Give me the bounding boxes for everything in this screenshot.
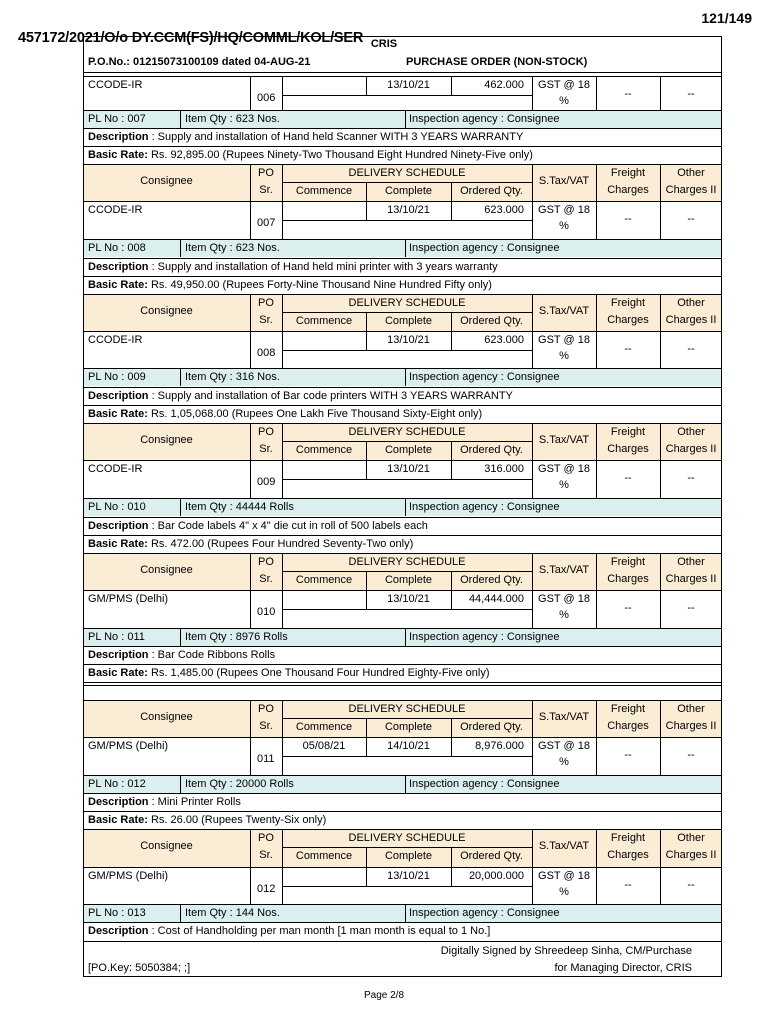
po-sr-number: 010 [257, 606, 276, 618]
row-divider [83, 331, 722, 332]
basic-rate-value: Rs. 92,895.00 (Rupees Ninety-Two Thousand Eight Hundred Ninety-Five only) [147, 149, 533, 161]
pl-number: PL No : 013 [88, 907, 146, 919]
freight-header: Freight [610, 556, 646, 568]
ordered-qty-header: Ordered Qty. [460, 574, 523, 586]
complete-header: Complete [384, 850, 433, 862]
consignee-header: Consignee [140, 175, 193, 187]
header-divider [282, 571, 532, 572]
item-description-label: Description [88, 796, 149, 808]
column-divider [405, 498, 406, 516]
column-divider [405, 110, 406, 128]
pl-number: PL No : 012 [88, 778, 146, 790]
freight-charges: -- [624, 749, 632, 761]
freight-header: Freight [610, 167, 646, 179]
item-qty: Item Qty : 20000 Rolls [185, 778, 294, 790]
po-sr-header: PO [258, 556, 274, 568]
item-description-label: Description [88, 390, 149, 402]
consignee-name: CCODE-IR [88, 79, 143, 91]
other-header: Other [677, 167, 705, 179]
stax-header: S.Tax/VAT [538, 305, 590, 317]
inspection-agency: Inspection agency : Consignee [409, 907, 560, 919]
column-divider [180, 239, 181, 257]
commence-header: Commence [295, 574, 353, 586]
item-description-label: Description [88, 520, 149, 532]
page-footer: Page 2/8 [363, 990, 405, 1001]
delivery-schedule-header: DELIVERY SCHEDULE [348, 556, 466, 568]
consignee-header: Consignee [140, 564, 193, 576]
other-charges: -- [687, 749, 695, 761]
po-sr-number: 006 [257, 92, 276, 104]
column-divider [405, 628, 406, 646]
basic-rate [88, 538, 413, 551]
header-divider [282, 718, 532, 719]
row-divider [83, 201, 722, 202]
freight-charges: -- [624, 343, 632, 355]
date-row-divider [282, 95, 532, 96]
basic-rate [88, 408, 482, 421]
consignee-name: CCODE-IR [88, 463, 143, 475]
row-divider [83, 276, 722, 277]
basic-rate [88, 149, 533, 162]
inspection-agency: Inspection agency : Consignee [409, 631, 560, 643]
row-divider [83, 258, 722, 259]
pl-number: PL No : 010 [88, 501, 146, 513]
freight-charges: -- [624, 472, 632, 484]
item-qty: Item Qty : 623 Nos. [185, 242, 280, 254]
basic-rate-label: Basic Rate: [88, 814, 148, 826]
complete-date: 13/10/21 [387, 870, 430, 882]
tax-percent: % [559, 609, 569, 621]
item-description-value: : Bar Code Ribbons Rolls [148, 649, 276, 661]
other-charges: -- [687, 213, 695, 225]
inspection-agency: Inspection agency : Consignee [409, 113, 560, 125]
po-sr-number: 009 [257, 476, 276, 488]
item-qty: Item Qty : 316 Nos. [185, 371, 280, 383]
po-title: PURCHASE ORDER (NON-STOCK) [406, 56, 588, 68]
ordered-qty: 20,000.000 [468, 870, 524, 882]
freight-header: Freight [610, 426, 646, 438]
consignee-name: GM/PMS (Delhi) [88, 593, 169, 605]
tax-rate: GST @ 18 [538, 593, 590, 605]
column-divider [282, 76, 283, 110]
other-header-line2: Charges II [665, 184, 717, 196]
stax-header: S.Tax/VAT [538, 175, 590, 187]
item-description-value: : Mini Printer Rolls [148, 796, 241, 808]
freight-charges: -- [624, 879, 632, 891]
row-divider [83, 128, 722, 129]
freight-header-line2: Charges [607, 314, 649, 326]
date-row-divider [282, 886, 532, 887]
commence-date: 05/08/21 [302, 740, 346, 752]
row-divider [83, 387, 722, 388]
complete-date: 13/10/21 [387, 593, 430, 605]
ordered-qty: 623.000 [484, 204, 524, 216]
freight-header: Freight [610, 832, 646, 844]
page-counter: 121/149 [701, 10, 752, 26]
tax-rate: GST @ 18 [538, 870, 590, 882]
inspection-agency: Inspection agency : Consignee [409, 778, 560, 790]
po-key: [PO.Key: 5050384; ;] [88, 962, 191, 974]
other-header-line2: Charges II [665, 720, 717, 732]
freight-header-line2: Charges [607, 184, 649, 196]
commence-header: Commence [295, 444, 353, 456]
tax-rate: GST @ 18 [538, 204, 590, 216]
date-row-divider [282, 220, 532, 221]
other-header-line2: Charges II [665, 849, 717, 861]
ordered-qty: 462.000 [484, 79, 524, 91]
po-sr-header: PO [258, 832, 274, 844]
other-charges: -- [687, 879, 695, 891]
column-divider [250, 331, 251, 368]
row-divider [83, 646, 722, 647]
po-sr-number: 012 [257, 883, 276, 895]
other-charges: -- [687, 88, 695, 100]
tax-rate: GST @ 18 [538, 463, 590, 475]
po-sr-number: 007 [257, 217, 276, 229]
basic-rate-label: Basic Rate: [88, 667, 148, 679]
header-divider [282, 847, 532, 848]
stax-header: S.Tax/VAT [538, 434, 590, 446]
commence-header: Commence [295, 850, 353, 862]
basic-rate-value: Rs. 472.00 (Rupees Four Hundred Seventy-Two only) [147, 538, 414, 550]
po-sr-number: 011 [257, 753, 275, 765]
complete-header: Complete [384, 574, 433, 586]
header-divider [282, 182, 532, 183]
basic-rate-label: Basic Rate: [88, 408, 148, 420]
complete-date: 13/10/21 [387, 463, 430, 475]
row-divider [83, 72, 722, 73]
row-divider [83, 664, 722, 665]
tax-percent: % [559, 350, 569, 362]
row-divider [83, 922, 722, 923]
column-divider [250, 590, 251, 628]
tax-percent: % [559, 479, 569, 491]
row-divider [83, 811, 722, 812]
item-description [88, 520, 428, 533]
basic-rate [88, 279, 492, 292]
row-divider [83, 76, 722, 77]
consignee-header: Consignee [140, 711, 193, 723]
complete-header: Complete [384, 444, 433, 456]
other-header-line2: Charges II [665, 314, 717, 326]
basic-rate-value: Rs. 26.00 (Rupees Twenty-Six only) [147, 814, 327, 826]
commence-header: Commence [295, 315, 353, 327]
complete-date: 14/10/21 [387, 740, 430, 752]
item-description [88, 390, 513, 403]
other-header-line2: Charges II [665, 443, 717, 455]
column-divider [405, 904, 406, 922]
document-reference: 457172/2021/O/o DY.CCM(FS)/HQ/COMML/KOL/SER [18, 30, 364, 46]
ordered-qty: 623.000 [484, 334, 524, 346]
complete-header: Complete [384, 185, 433, 197]
item-description [88, 796, 241, 809]
column-divider [180, 498, 181, 516]
pl-number: PL No : 008 [88, 242, 146, 254]
other-header-line2: Charges II [665, 573, 717, 585]
po-sr-header: PO [258, 703, 274, 715]
po-sr-header: PO [258, 426, 274, 438]
consignee-header: Consignee [140, 305, 193, 317]
date-row-divider [282, 609, 532, 610]
freight-header-line2: Charges [607, 849, 649, 861]
po-sr-header-line2: Sr. [259, 314, 273, 326]
header-divider [282, 312, 532, 313]
basic-rate-value: Rs. 1,05,068.00 (Rupees One Lakh Five Thousand Sixty-Eight only) [147, 408, 483, 420]
stax-header: S.Tax/VAT [538, 711, 590, 723]
inspection-agency: Inspection agency : Consignee [409, 501, 560, 513]
row-divider [83, 737, 722, 738]
complete-date: 13/10/21 [387, 79, 430, 91]
ordered-qty-header: Ordered Qty. [460, 315, 523, 327]
row-divider [83, 941, 722, 942]
item-description-label: Description [88, 261, 149, 273]
po-sr-header: PO [258, 297, 274, 309]
ordered-qty-header: Ordered Qty. [460, 185, 523, 197]
complete-date: 13/10/21 [387, 204, 430, 216]
pl-number: PL No : 007 [88, 113, 146, 125]
complete-header: Complete [384, 315, 433, 327]
other-header: Other [677, 426, 705, 438]
column-divider [405, 239, 406, 257]
complete-header: Complete [384, 721, 433, 733]
delivery-schedule-header: DELIVERY SCHEDULE [348, 167, 466, 179]
item-qty: Item Qty : 44444 Rolls [185, 501, 294, 513]
consignee-header: Consignee [140, 840, 193, 852]
item-qty: Item Qty : 8976 Rolls [185, 631, 288, 643]
tax-rate: GST @ 18 [538, 334, 590, 346]
basic-rate-label: Basic Rate: [88, 538, 148, 550]
delivery-schedule-header: DELIVERY SCHEDULE [348, 703, 466, 715]
consignee-name: GM/PMS (Delhi) [88, 870, 169, 882]
tax-rate: GST @ 18 [538, 740, 590, 752]
other-header: Other [677, 297, 705, 309]
consignee-name: CCODE-IR [88, 204, 143, 216]
signatory-title: for Managing Director, CRIS [554, 962, 692, 974]
item-description-value: : Cost of Handholding per man month [1 man month is equal to 1 No.] [148, 925, 491, 937]
item-description-label: Description [88, 131, 149, 143]
date-row-divider [282, 756, 532, 757]
ordered-qty-header: Ordered Qty. [460, 850, 523, 862]
basic-rate [88, 667, 490, 680]
ordered-qty: 316.000 [484, 463, 524, 475]
freight-charges: -- [624, 88, 632, 100]
row-divider [83, 590, 722, 591]
column-divider [180, 110, 181, 128]
row-divider [83, 535, 722, 536]
column-divider [250, 867, 251, 904]
item-description-value: : Supply and installation of Hand held Scanner WITH 3 YEARS WARRANTY [148, 131, 524, 143]
ordered-qty: 8,976.000 [475, 740, 524, 752]
freight-charges: -- [624, 602, 632, 614]
other-charges: -- [687, 472, 695, 484]
inspection-agency: Inspection agency : Consignee [409, 242, 560, 254]
tax-percent: % [559, 886, 569, 898]
date-row-divider [282, 350, 532, 351]
po-sr-header-line2: Sr. [259, 443, 273, 455]
freight-header-line2: Charges [607, 720, 649, 732]
freight-header: Freight [610, 297, 646, 309]
header-divider [282, 441, 532, 442]
basic-rate-label: Basic Rate: [88, 279, 148, 291]
row-divider [83, 517, 722, 518]
po-number: P.O.No.: 01215073100109 dated 04-AUG-21 [88, 56, 311, 68]
po-sr-header-line2: Sr. [259, 720, 273, 732]
po-sr-header-line2: Sr. [259, 184, 273, 196]
item-description-value: : Bar Code labels 4" x 4" die cut in roll of 500 labels each [148, 520, 428, 532]
date-row-divider [282, 479, 532, 480]
item-description [88, 649, 275, 662]
row-divider [83, 460, 722, 461]
item-qty: Item Qty : 144 Nos. [185, 907, 280, 919]
column-divider [250, 460, 251, 498]
other-header: Other [677, 556, 705, 568]
row-divider [83, 793, 722, 794]
item-qty: Item Qty : 623 Nos. [185, 113, 280, 125]
other-charges: -- [687, 343, 695, 355]
stax-header: S.Tax/VAT [538, 840, 590, 852]
tax-rate: GST @ 18 [538, 79, 590, 91]
row-divider [83, 867, 722, 868]
item-description-value: : Supply and installation of Bar code printers WITH 3 YEARS WARRANTY [148, 390, 513, 402]
commence-header: Commence [295, 185, 353, 197]
other-charges: -- [687, 602, 695, 614]
freight-charges: -- [624, 213, 632, 225]
other-header: Other [677, 703, 705, 715]
delivery-schedule-header: DELIVERY SCHEDULE [348, 426, 466, 438]
item-description [88, 925, 490, 938]
org-name: CRIS [370, 38, 398, 50]
inspection-agency: Inspection agency : Consignee [409, 371, 560, 383]
consignee-name: CCODE-IR [88, 334, 143, 346]
column-divider [405, 775, 406, 793]
pl-number: PL No : 011 [88, 631, 145, 643]
column-divider [180, 368, 181, 386]
column-divider [180, 628, 181, 646]
digital-signature-line: Digitally Signed by Shreedeep Sinha, CM/Purchase [440, 945, 692, 957]
commence-header: Commence [295, 721, 353, 733]
delivery-schedule-header: DELIVERY SCHEDULE [348, 832, 466, 844]
basic-rate-value: Rs. 49,950.00 (Rupees Forty-Nine Thousand Nine Hundred Fifty only) [147, 279, 492, 291]
pl-number: PL No : 009 [88, 371, 146, 383]
item-description-label: Description [88, 649, 149, 661]
item-description-value: : Supply and installation of Hand held mini printer with 3 years warranty [148, 261, 498, 273]
freight-header-line2: Charges [607, 443, 649, 455]
column-divider [250, 737, 251, 775]
basic-rate-label: Basic Rate: [88, 149, 148, 161]
complete-date: 13/10/21 [387, 334, 430, 346]
tax-percent: % [559, 756, 569, 768]
item-description [88, 131, 523, 144]
ordered-qty-header: Ordered Qty. [460, 444, 523, 456]
column-divider [180, 775, 181, 793]
basic-rate [88, 814, 326, 827]
column-divider [180, 904, 181, 922]
stax-header: S.Tax/VAT [538, 564, 590, 576]
freight-header-line2: Charges [607, 573, 649, 585]
item-description-label: Description [88, 925, 149, 937]
ordered-qty-header: Ordered Qty. [460, 721, 523, 733]
row-divider [83, 682, 722, 683]
item-description [88, 261, 498, 274]
consignee-header: Consignee [140, 434, 193, 446]
other-header: Other [677, 832, 705, 844]
column-divider [250, 201, 251, 239]
tax-percent: % [559, 95, 569, 107]
row-divider [83, 405, 722, 406]
consignee-name: GM/PMS (Delhi) [88, 740, 169, 752]
column-divider [405, 368, 406, 386]
po-sr-header-line2: Sr. [259, 573, 273, 585]
po-sr-header-line2: Sr. [259, 849, 273, 861]
ordered-qty: 44,444.000 [468, 593, 524, 605]
basic-rate-value: Rs. 1,485.00 (Rupees One Thousand Four Hundred Eighty-Five only) [147, 667, 490, 679]
row-divider [83, 146, 722, 147]
po-sr-header: PO [258, 167, 274, 179]
freight-header: Freight [610, 703, 646, 715]
column-divider [250, 76, 251, 110]
delivery-schedule-header: DELIVERY SCHEDULE [348, 297, 466, 309]
tax-percent: % [559, 220, 569, 232]
row-divider [83, 685, 722, 686]
po-sr-number: 008 [257, 347, 276, 359]
